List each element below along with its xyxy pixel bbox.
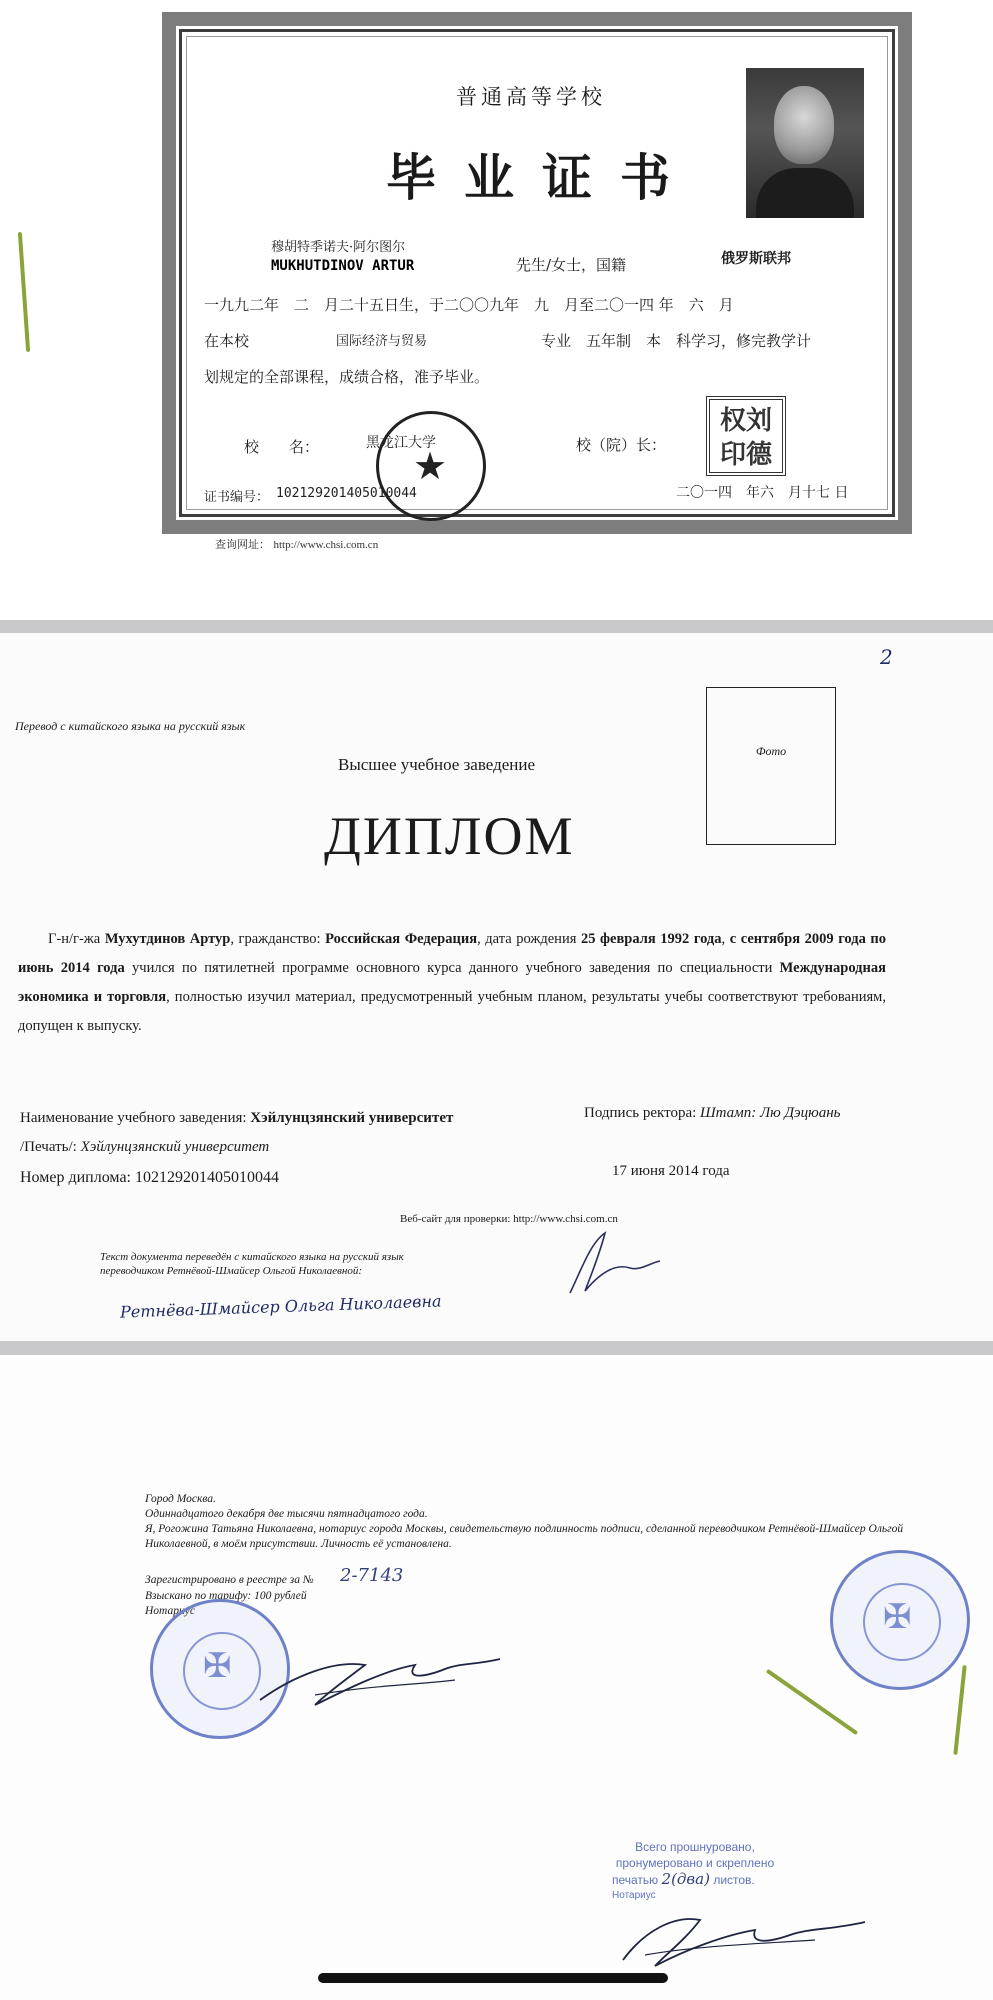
diploma-title: ДИПЛОМ — [324, 806, 575, 866]
rector-seal-text: 权刘印德 — [719, 406, 772, 470]
page-chinese-diploma — [0, 0, 993, 620]
major: Международная экономика и торговля — [18, 960, 886, 1005]
binding-stamp-line: печатью — [612, 1873, 659, 1887]
body-text: , — [721, 931, 730, 947]
notary-signature — [255, 1635, 505, 1715]
binding-signature — [615, 1900, 875, 1980]
rector-field — [584, 1105, 840, 1122]
photo-face — [774, 86, 834, 164]
major-prefix: 在本校 — [204, 332, 250, 350]
binding-stamp-count: 2(два) — [661, 1870, 710, 1888]
rector-label: 校（院）长： — [576, 436, 667, 454]
gender-nationality: 先生/女士，国籍 — [516, 256, 627, 274]
institution-label: Наименование учебного заведения: — [20, 1110, 251, 1126]
institution-name: Хэйлунцзянский университет — [250, 1110, 454, 1126]
verify-line — [215, 536, 378, 552]
registry-number: 2-7143 — [340, 1565, 404, 1586]
dates-line: 一九九二年 二 月二十五日生，于二〇〇九年 九 月至二〇一四 年 六 月 — [204, 296, 734, 314]
page-russian-translation — [0, 633, 993, 1341]
eagle-emblem-icon: ✠ — [203, 1646, 232, 1686]
number-field — [20, 1169, 279, 1187]
rector-value: Штамп: Лю Дэцюань — [700, 1105, 841, 1121]
translator-note-1: Текст документа переведён с китайского языка на русский язык — [100, 1251, 404, 1263]
issue-date: 17 июня 2014 года — [612, 1163, 730, 1179]
school-name: 黑龙江大学 — [366, 435, 436, 451]
photo-placeholder — [706, 687, 836, 845]
rector-square-seal — [706, 396, 786, 476]
translator-signature — [560, 1223, 670, 1303]
student-name: Мухутдинов Артур — [104, 931, 231, 947]
binding-stamp — [600, 1839, 790, 1907]
country: 俄罗斯联邦 — [721, 251, 791, 267]
notary-seal-right — [830, 1550, 970, 1690]
home-indicator[interactable] — [318, 1973, 668, 1983]
number-label: Номер диплома: — [20, 1169, 135, 1186]
photo-collar — [756, 168, 854, 218]
body-text: учился по пятилетней программе основного курса данного учебного заведения по специальности — [124, 960, 780, 976]
body-text: , полностью изучил материал, предусмотренный учебным планом, результаты учебы соответствуют требованиям, допущен к выпуску. — [18, 989, 886, 1034]
number-value: 102129201405010044 — [134, 1169, 279, 1186]
eagle-emblem-icon: ✠ — [883, 1597, 912, 1637]
university-round-seal — [376, 411, 486, 521]
issue-date: 二〇一四 年六 月十七 日 — [676, 485, 849, 501]
body-text: , гражданство: — [230, 931, 326, 947]
binding-stamp-count-row — [600, 1871, 790, 1888]
page-notary — [0, 1355, 993, 2000]
certificate-frame — [162, 12, 912, 534]
citizenship: Российская Федерация — [325, 931, 478, 947]
diploma-body — [18, 925, 886, 1041]
school-type: 普通高等学校 — [456, 85, 606, 109]
notary-fee: Взыскано по тарифу: 100 рублей — [145, 1590, 307, 1602]
notary-statement: Я, Рогожина Татьяна Николаевна, нотариус города Москвы, свидетельствую подлинность подписи, сделанной переводчиком Ретнёвой-Шмайсер Ольгой Николаевной, в моём присутствии. Личность её установлена. — [145, 1523, 904, 1550]
name-latin: MUKHUTDINOV ARTUR — [271, 258, 415, 274]
major-suffix: 专业 五年制 本 科学习，修完教学计 — [541, 332, 812, 350]
school-label: 校 名： — [244, 438, 320, 456]
cert-no-label: 证书编号： — [204, 490, 270, 505]
certificate-title: 毕业证书 — [386, 148, 698, 207]
registry-label: Зарегистрировано в реестре за № — [145, 1574, 314, 1586]
verify-label: 查询网址： — [215, 538, 270, 551]
binding-stamp-notary: Нотариус — [612, 1890, 656, 1901]
translator-handwriting: Ретнёва-Шмайсер Ольга Николаевна — [119, 1291, 442, 1322]
binding-stamp-line: пронумеровано и скреплено — [615, 1856, 775, 1870]
translator-note-2: переводчиком Ретнёвой-Шмайсер Ольгой Николаевной: — [100, 1265, 363, 1277]
translation-note: Перевод с китайского языка на русский язык — [15, 719, 246, 733]
cert-no: 102129201405010044 — [276, 486, 417, 501]
notary-city: Город Москва. — [145, 1493, 216, 1505]
body-text: , дата рождения — [477, 931, 581, 947]
seal-star-icon: ★ — [413, 444, 448, 488]
binding-thread — [18, 232, 30, 352]
seal-label: /Печать/: — [20, 1139, 81, 1155]
notary-label: Нотариус — [145, 1605, 195, 1617]
study-period: с сентября 2009 года по июнь 2014 года — [18, 931, 887, 976]
institution-field — [20, 1110, 453, 1127]
student-photo — [746, 68, 864, 218]
binding-stamp-line: листов. — [713, 1873, 755, 1887]
website-line: Веб-сайт для проверки: http://www.chsi.com.cn — [400, 1213, 618, 1225]
seal-field — [20, 1139, 269, 1156]
major: 国际经济与贸易 — [336, 334, 428, 349]
body-text: Г-н/г-жа — [48, 931, 105, 947]
binding-stamp-line: Всего прошнуровано, — [635, 1840, 755, 1854]
rector-label: Подпись ректора: — [584, 1105, 701, 1121]
seal-value: Хэйлунцзянский университет — [80, 1139, 270, 1155]
binding-thread — [953, 1665, 966, 1755]
page-number-mark: 2 — [880, 645, 893, 669]
name-cn: 穆胡特季诺夫·阿尔图尔 — [271, 240, 406, 255]
graduated-line: 划规定的全部课程，成绩合格，准予毕业。 — [204, 368, 490, 386]
photo-label: Фото — [755, 744, 787, 758]
binding-thread — [766, 1669, 858, 1735]
institution-type: Высшее учебное заведение — [338, 755, 536, 774]
notary-date: Одиннадцатого декабря две тысячи пятнадцатого года. — [145, 1508, 428, 1520]
verify-url: http://www.chsi.com.cn — [273, 539, 379, 551]
birth-date: 25 февраля 1992 года — [580, 931, 722, 947]
